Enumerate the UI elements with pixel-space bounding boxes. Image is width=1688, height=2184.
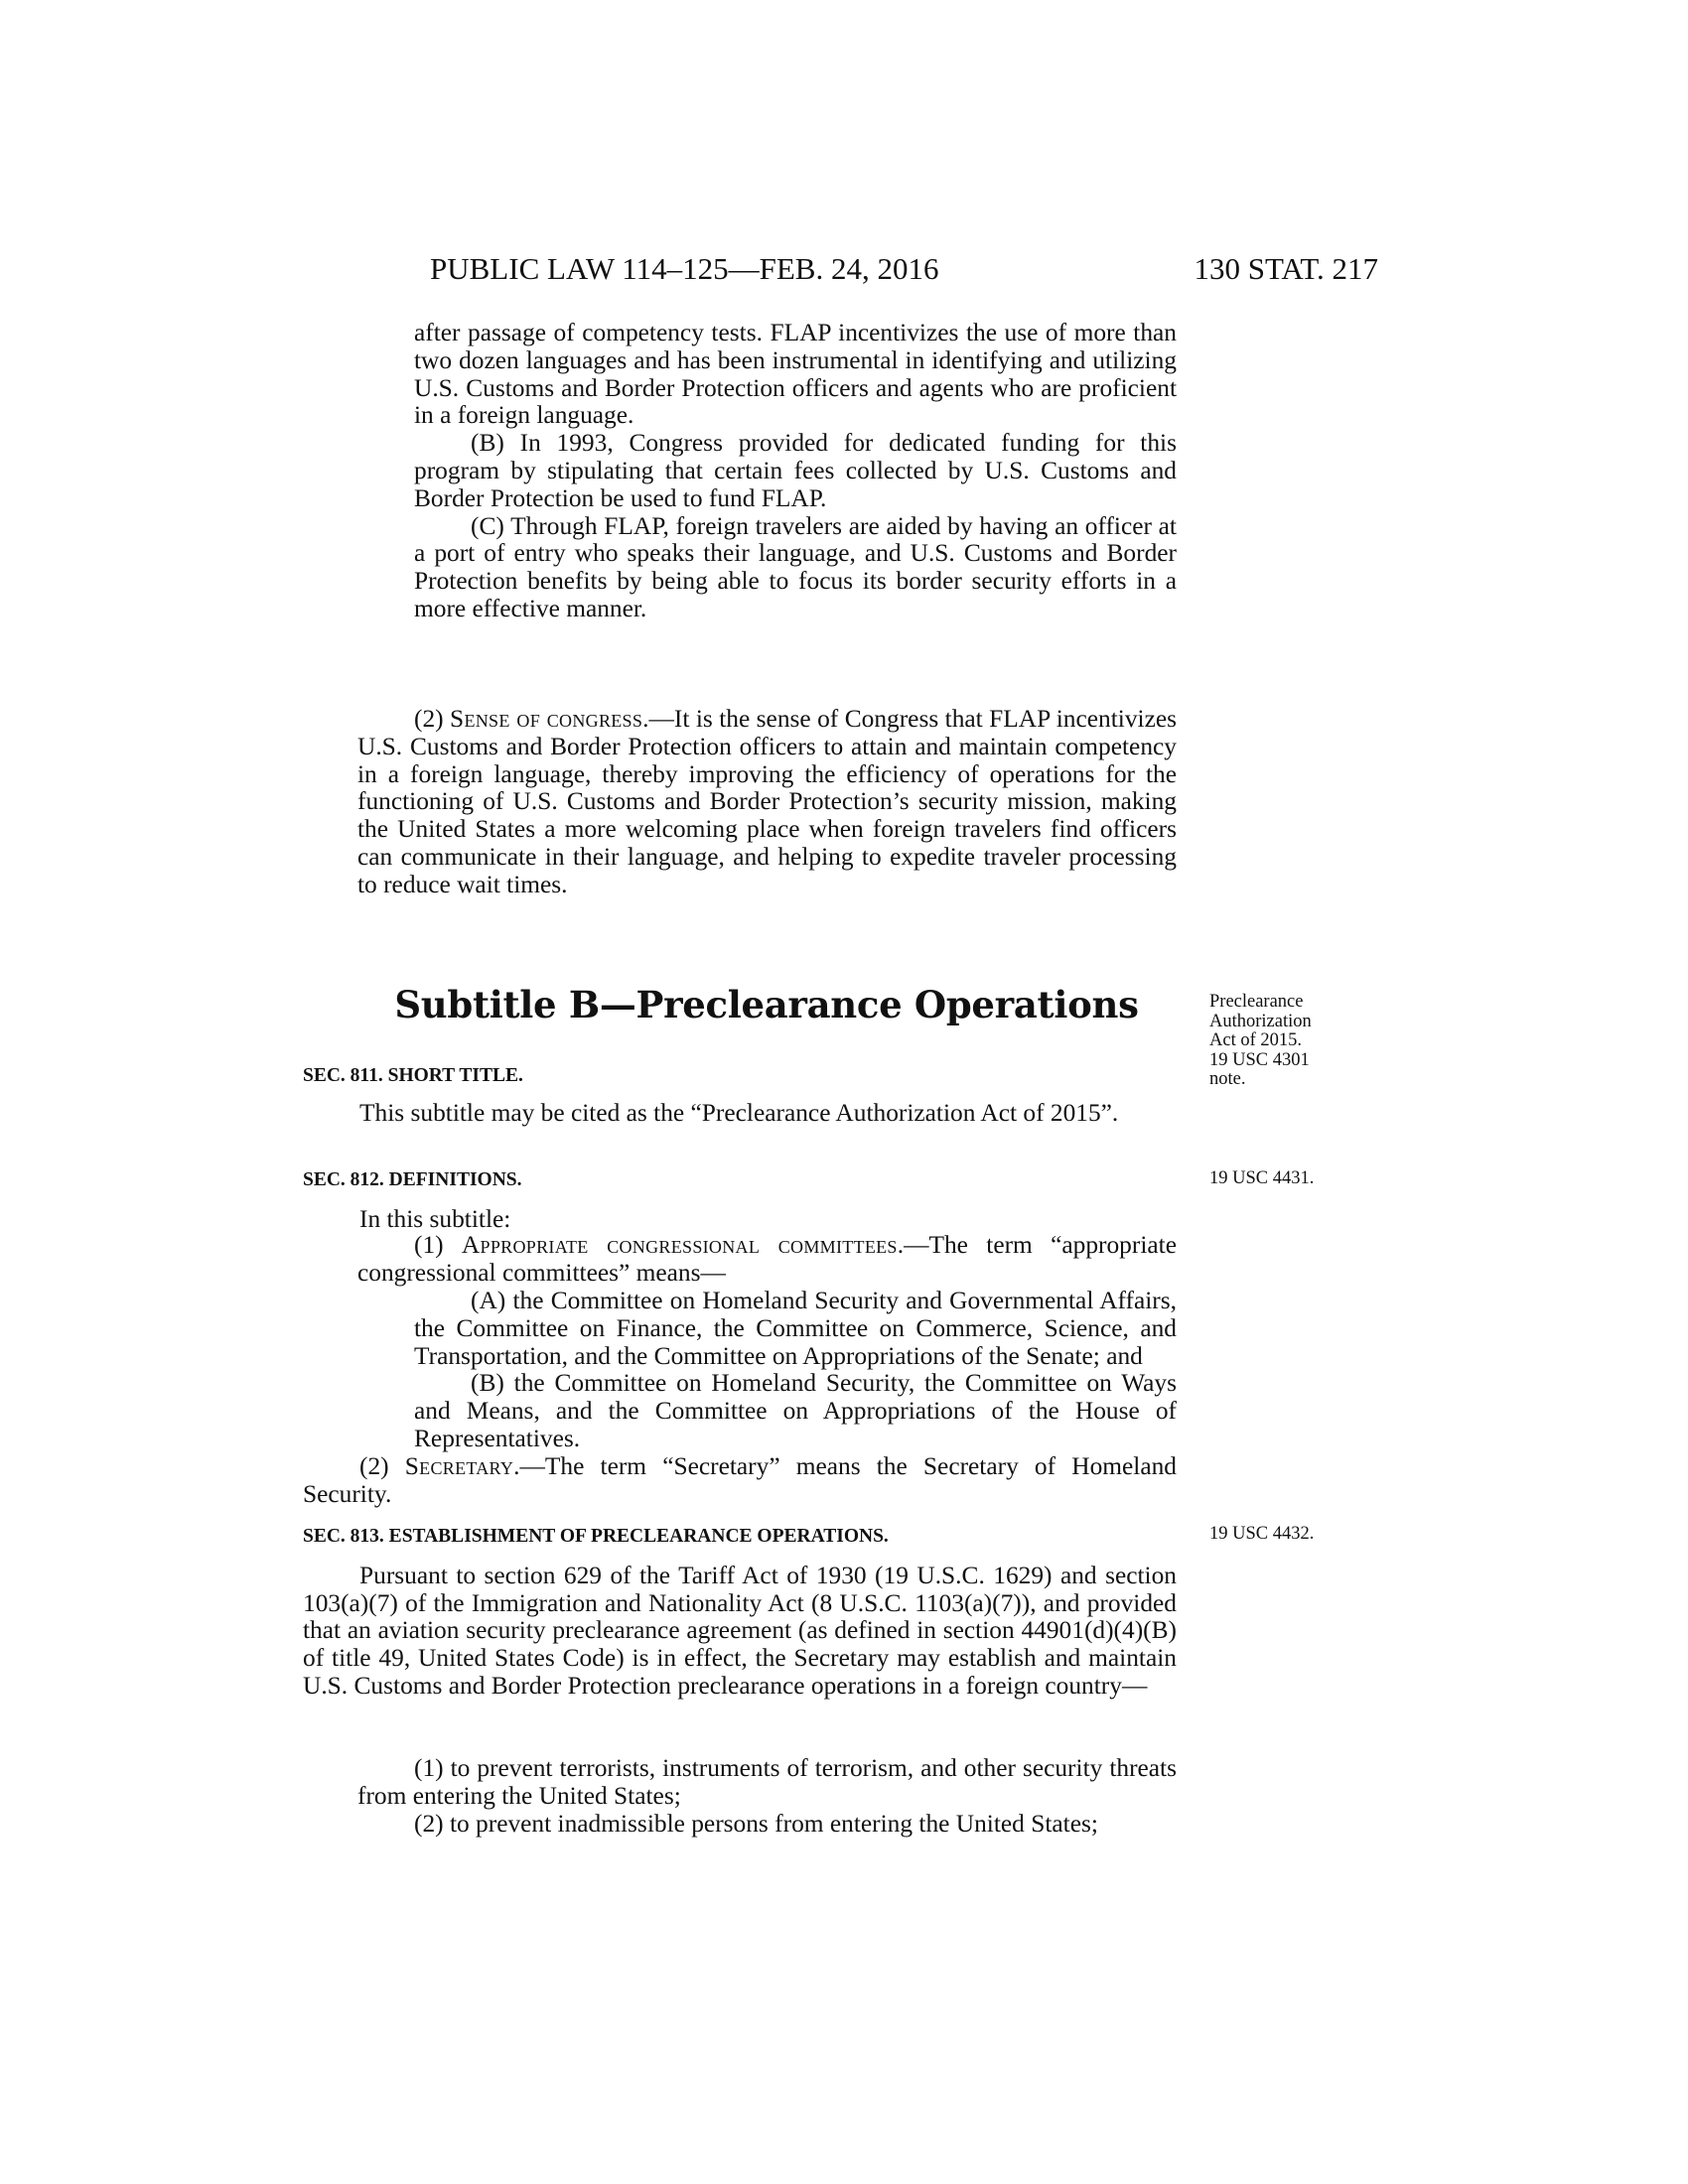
intro-text — [414, 320, 1177, 623]
definition-1-subparagraphs — [414, 1288, 1177, 1453]
margin-note-establishment: 19 USC 4432. — [1209, 1524, 1315, 1544]
definition-1 — [357, 1232, 1177, 1288]
section-813 — [303, 1523, 1177, 1701]
para-label: (2) — [359, 1452, 405, 1480]
definition-paragraph — [357, 1232, 1177, 1288]
finding-c: (C) Through FLAP, foreign travelers are aided by having an officer at a port of entry who speaks their language, and U.S. Customs and Border Protection benefits by being able to focus its border security efforts in a more effective manner. — [414, 511, 1177, 622]
running-head — [430, 251, 1378, 287]
para-label: (1) — [414, 1231, 462, 1259]
finding-b: (B) In 1993, Congress provided for dedicated funding for this program by stipulating that certain fees collected by U.S. Customs and Border Protection be used to fund FLAP. — [414, 429, 1177, 512]
para-label: (2) — [414, 705, 451, 733]
para-text: .—The term “Secretary” means the Secretary of Homeland Security. — [303, 1452, 1177, 1508]
law-citation: PUBLIC LAW 114–125—FEB. 24, 2016 — [430, 251, 939, 286]
section-heading: SEC. 813. ESTABLISHMENT OF PRECLEARANCE OPERATIONS. — [303, 1526, 889, 1547]
para-text: .—It is the sense of Congress that FLAP incentivizes U.S. Customs and Border Protection officers to attain and maintain competency in a foreign language, thereby improving the efficiency of operations for the functioning of U.S. Customs and Border Protection’s security mission, making the United States a more welcoming place when foreign travelers find officers can communicate in their language, and helping to expedite traveler processing to reduce wait times. — [357, 705, 1177, 898]
section-heading: SEC. 811. SHORT TITLE. — [303, 1065, 523, 1086]
para-heading: Sense of congress — [450, 705, 643, 733]
section-812 — [303, 1166, 1177, 1234]
stat-page-number: 130 STAT. 217 — [1194, 251, 1378, 286]
section-text: Pursuant to section 629 of the Tariff Act of 1930 (19 U.S.C. 1629) and section 103(a)(7) of the Immigration and Nationality Act (8 U.S.C. 1103(a)(7)), and provided that an aviation security preclearance agreement (as defined in section 44901(d)(4)(B) of title 49, United States Code) is in effect, the Secretary may establish and maintain U.S. Customs and Border Protection preclearance operations in a foreign country— — [303, 1561, 1177, 1700]
sense-of-congress-paragraph — [357, 706, 1177, 899]
margin-note-line: note. — [1209, 1069, 1246, 1089]
definition-2 — [303, 1453, 1177, 1509]
section-813-paragraphs — [357, 1755, 1177, 1838]
subtitle-heading: Subtitle B—Preclearance Operations — [394, 983, 1139, 1026]
paragraph-1: (1) to prevent terrorists, instruments of terrorism, and other security threats from entering the United States; — [357, 1754, 1177, 1810]
subparagraph-b: (B) the Committee on Homeland Security, the Committee on Ways and Means, and the Committee on Appropriations of the House of Representatives. — [414, 1369, 1177, 1452]
section-intro: In this subtitle: — [359, 1204, 511, 1233]
para-heading: Appropriate congressional committees — [461, 1231, 898, 1259]
margin-note-line: Act of 2015. — [1209, 1030, 1302, 1050]
definition-paragraph — [303, 1453, 1177, 1509]
section-heading: SEC. 812. DEFINITIONS. — [303, 1169, 522, 1190]
subparagraph-a: (A) the Committee on Homeland Security and Governmental Affairs, the Committee on Finance, the Committee on Commerce, Science, and Transportation, and the Committee on Appropriations of the Senate; and — [414, 1287, 1177, 1370]
para-text: .—The term “appropriate congressional committees” means— — [357, 1231, 1177, 1287]
paragraph-2: (2) to prevent inadmissible persons from entering the United States; — [414, 1809, 1098, 1838]
sense-of-congress — [357, 706, 1177, 899]
section-811 — [303, 1062, 1177, 1128]
intro-paragraph-continued: after passage of competency tests. FLAP incentivizes the use of more than two dozen languages and has been instrumental in identifying and utilizing U.S. Customs and Border Protection officers and agents who are proficient in a foreign language. — [414, 319, 1177, 430]
margin-note-line: Preclearance — [1209, 992, 1304, 1012]
margin-note-line: 19 USC 4301 — [1209, 1049, 1310, 1070]
margin-note-definitions: 19 USC 4431. — [1209, 1168, 1315, 1188]
margin-note-line: Authorization — [1209, 1011, 1312, 1031]
section-text: This subtitle may be cited as the “Preclearance Authorization Act of 2015”. — [359, 1098, 1119, 1127]
para-heading: Secretary — [404, 1452, 514, 1480]
margin-note-short-title — [1209, 993, 1368, 1090]
